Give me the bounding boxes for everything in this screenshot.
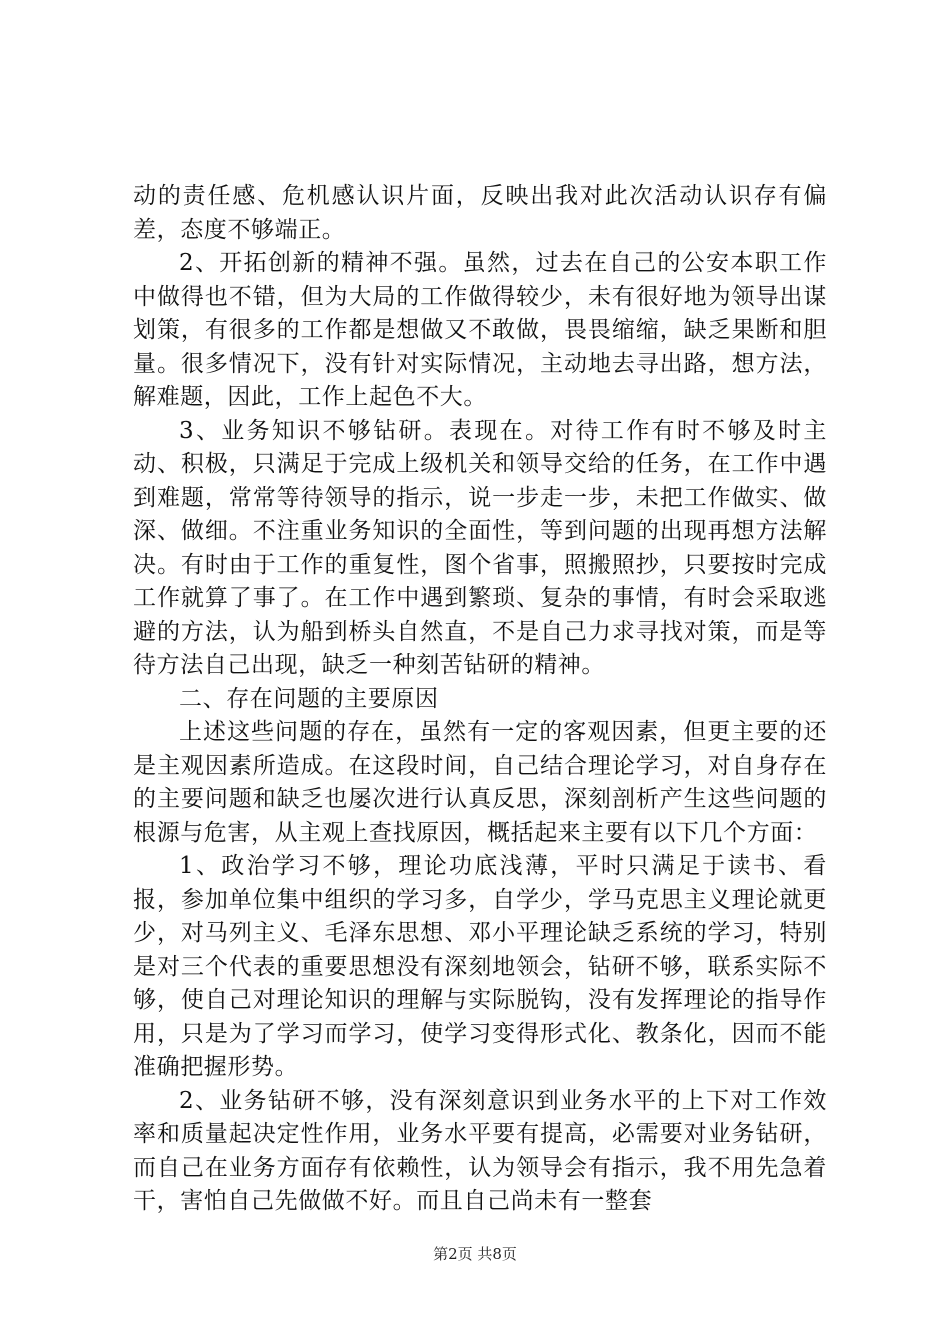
document-body [133, 180, 827, 1219]
paragraph-4: 上述这些问题的存在，虽然有一定的客观因素，但更主要的还是主观因素所造成。在这段时间，自己结合理论学习，对自身存在的主要问题和缺乏也屡次进行认真反思，深刻剖析产生这些问题的根源与危害，从主观上查找原因，概括起来主要有以下几个方面： [133, 719, 827, 846]
page-number-footer: 第2页 共8页 [433, 1245, 517, 1263]
section-heading: 二、存在问题的主要原因 [179, 685, 439, 712]
paragraph-3: 3、业务知识不够钻研。表现在。对待工作有时不够及时主动、积极，只满足于完成上级机关和领导交给的任务，在工作中遇到难题，常常等待领导的指示，说一步走一步，未把工作做实、做深、做细。不注重业务知识的全面性，等到问题的出现再想方法解决。有时由于工作的重复性，图个省事，照搬照抄，只要按时完成工作就算了事了。在工作中遇到繁琐、复杂的事情，有时会采取逃避的方法，认为船到桥头自然直，不是自己力求寻找对策，而是等待方法自己出现，缺乏一种刻苦钻研的精神。 [133, 417, 827, 678]
paragraph-6: 2、业务钻研不够，没有深刻意识到业务水平的上下对工作效率和质量起决定性作用，业务水平要有提高，必需要对业务钻研，而自己在业务方面存有依赖性，认为领导会有指示，我不用先急着干，害怕自己先做做不好。而且自己尚未有一整套 [133, 1087, 827, 1214]
paragraph-1: 动的责任感、危机感认识片面，反映出我对此次活动认识存有偏差，态度不够端正。 [133, 183, 827, 243]
paragraph-5: 1、政治学习不够，理论功底浅薄，平时只满足于读书、看报，参加单位集中组织的学习多，自学少，学马克思主义理论就更少，对马列主义、毛泽东思想、邓小平理论缺乏系统的学习，特别是对三个代表的重要思想没有深刻地领会，钻研不够，联系实际不够，使自己对理论知识的理解与实际脱钩，没有发挥理论的指导作用，只是为了学习而学习，使学习变得形式化、教条化，因而不能准确把握形势。 [133, 853, 827, 1080]
paragraph-2: 2、开拓创新的精神不强。虽然，过去在自己的公安本职工作中做得也不错，但为大局的工作做得较少，未有很好地为领导出谋划策，有很多的工作都是想做又不敢做，畏畏缩缩，缺乏果断和胆量。很多情况下，没有针对实际情况，主动地去寻出路，想方法，解难题，因此，工作上起色不大。 [133, 250, 827, 410]
